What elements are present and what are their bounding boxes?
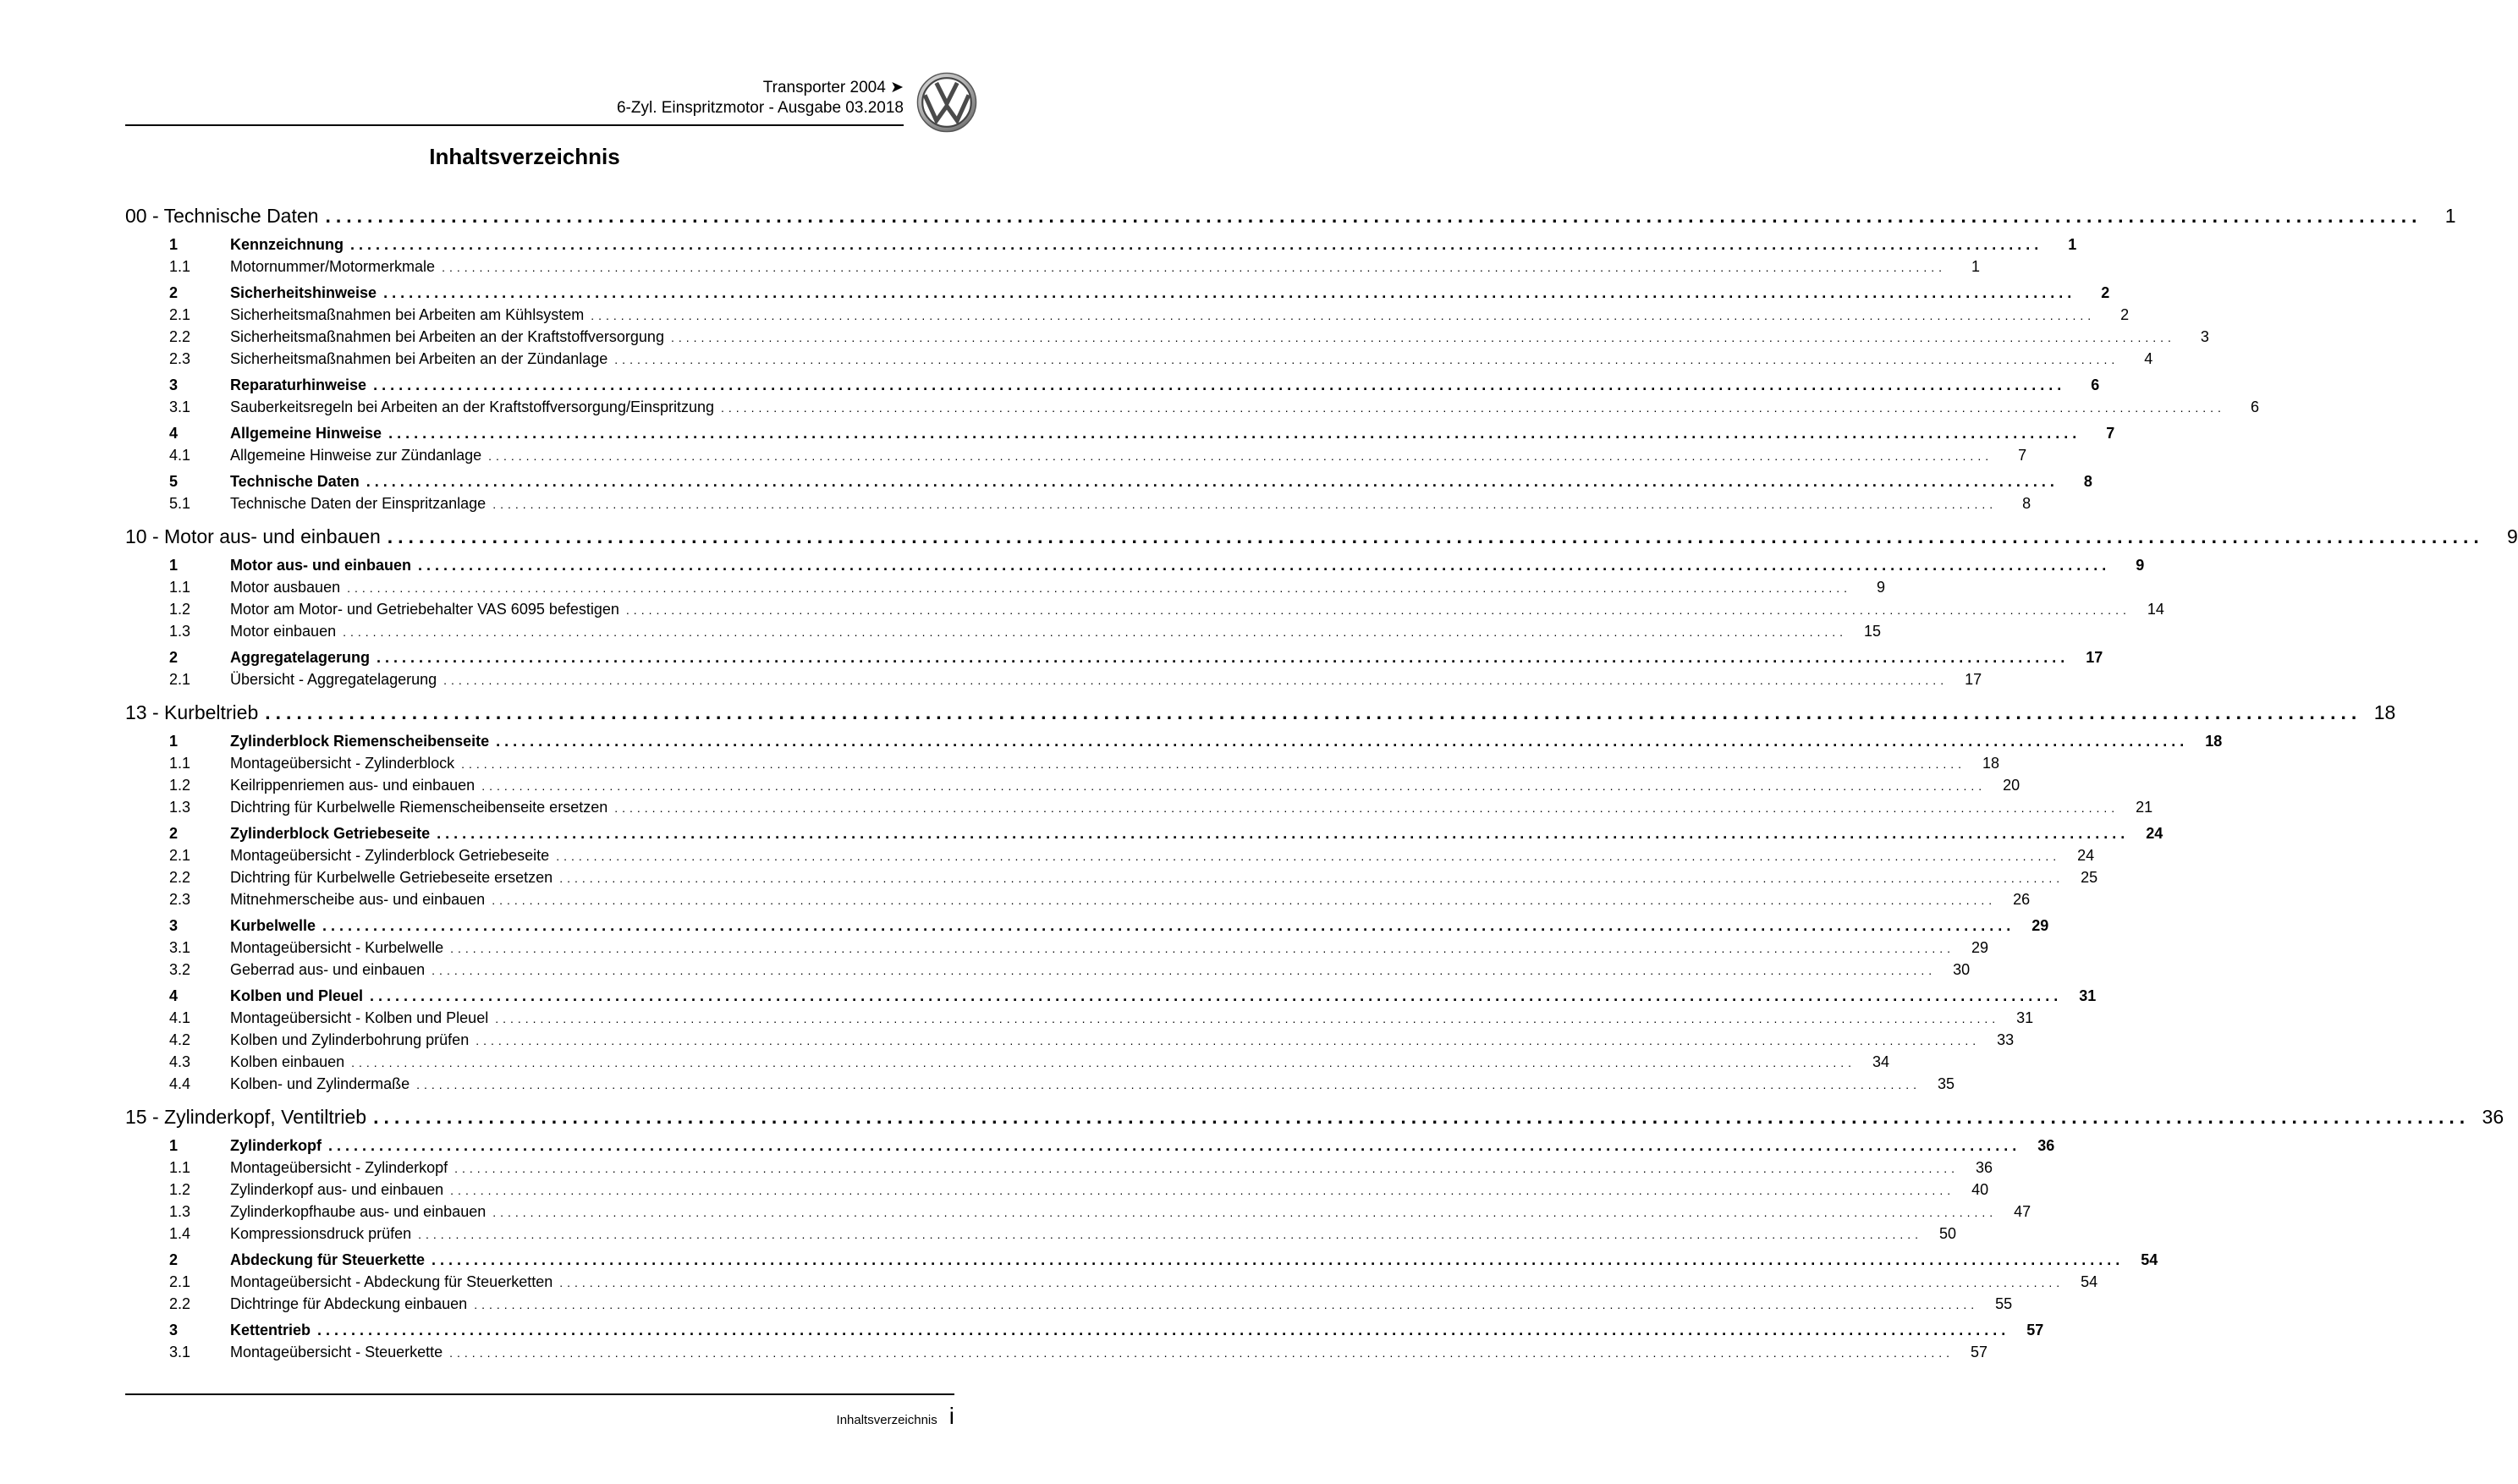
toc-entry-title: 13 - Kurbeltrieb: [125, 701, 259, 723]
toc-entry-title: Dichtringe für Abdeckung einbauen: [230, 1295, 468, 1312]
toc-sub-entry[interactable]: [125, 1053, 1890, 1075]
toc-entry-number: 3.1: [169, 939, 191, 956]
toc-entry-title: Allgemeine Hinweise: [230, 425, 382, 442]
toc-entry-number: 3.1: [169, 398, 191, 415]
toc-entry-title: Kurbelwelle: [230, 917, 316, 934]
toc-section-entry[interactable]: [125, 425, 2115, 447]
toc-entry-number: 2.1: [169, 306, 191, 323]
toc-sub-entry[interactable]: [125, 579, 1886, 601]
toc-entry-page: 2: [2120, 306, 2130, 323]
toc-dot-leader: ........................................................................................................................................................................................................: [591, 309, 2096, 322]
toc-entry-title: Reparaturhinweise: [230, 376, 367, 393]
document-header: [125, 78, 904, 118]
toc-entry-number: 3.1: [169, 1344, 191, 1360]
toc-entry-number: 1.1: [169, 1159, 191, 1176]
toc-dot-leader: ........................................................................................................................................................................................................: [670, 331, 2175, 344]
toc-entry-page: 3: [2200, 328, 2209, 345]
toc-entry-number: 2: [169, 284, 179, 301]
toc-entry-title: Kolben- und Zylindermaße: [230, 1075, 410, 1092]
toc-sub-entry[interactable]: [125, 623, 1882, 645]
toc-entry-number: 1: [169, 236, 179, 253]
toc-dot-leader: ........................................................................................................................................................................................................: [373, 1106, 2471, 1128]
toc-dot-leader: ........................................................................................................................................................................................................: [474, 1298, 1979, 1311]
toc-entry-page: 1: [1971, 258, 1980, 275]
toc-entry-title: Motornummer/Motormerkmale: [230, 258, 436, 275]
toc-entry-title: Sicherheitsmaßnahmen bei Arbeiten am Kühlsystem: [230, 306, 585, 323]
toc-dot-leader: ........................................................................................................................................................................................................: [432, 1251, 2125, 1268]
toc-sub-entry[interactable]: [125, 939, 1989, 961]
toc-entry-number: 4.4: [169, 1075, 191, 1092]
toc-entry-page: 36: [2482, 1106, 2504, 1128]
toc-dot-leader: ........................................................................................................................................................................................................: [366, 473, 2059, 490]
toc-sub-entry[interactable]: [125, 495, 2031, 517]
toc-entry-number: 2.2: [169, 1295, 191, 1312]
toc-dot-leader: ........................................................................................................................................................................................................: [377, 649, 2070, 666]
toc-entry-page: 17: [2086, 649, 2103, 666]
toc-dot-leader: ........................................................................................................................................................................................................: [481, 779, 1987, 793]
toc-entry-number: 3: [169, 376, 179, 393]
toc-entry-title: Zylinderblock Getriebeseite: [230, 825, 431, 842]
toc-entry-page: 9: [2136, 557, 2145, 574]
toc-entry-page: 50: [1939, 1225, 1957, 1242]
header-vehicle: Transporter 2004 ➤: [762, 79, 904, 96]
toc-sub-entry[interactable]: [125, 869, 2098, 891]
footer-page-number: i: [948, 1403, 954, 1429]
toc-entry-title: Montageübersicht - Steuerkette: [230, 1344, 443, 1360]
toc-entry-number: 1: [169, 733, 179, 750]
toc-sub-entry[interactable]: [125, 1344, 1988, 1366]
toc-entry-page: 29: [1971, 939, 1989, 956]
footer-section-label: Inhaltsverzeichnis: [836, 1413, 937, 1427]
table-of-contents: [125, 205, 2518, 1366]
toc-entry-page: 8: [2083, 473, 2092, 490]
toc-dot-leader: ........................................................................................................................................................................................................: [492, 893, 1997, 907]
toc-dot-leader: ........................................................................................................................................................................................................: [351, 1056, 1856, 1069]
toc-dot-leader: ........................................................................................................................................................................................................: [388, 425, 2081, 442]
toc-entry-number: 2.2: [169, 869, 191, 886]
toc-dot-leader: ........................................................................................................................................................................................................: [265, 701, 2362, 723]
toc-entry-title: 15 - Zylinderkopf, Ventiltrieb: [125, 1106, 367, 1128]
toc-section-entry[interactable]: [125, 284, 2110, 306]
toc-entry-number: 2.3: [169, 350, 191, 367]
toc-sub-entry[interactable]: [125, 1031, 2015, 1053]
toc-sub-entry[interactable]: [125, 328, 2209, 350]
toc-entry-number: 5: [169, 473, 179, 490]
toc-entry-number: 3.2: [169, 961, 191, 978]
toc-entry-page: 6: [2091, 376, 2100, 393]
toc-entry-title: Kolben einbauen: [230, 1053, 345, 1070]
toc-entry-page: 31: [2079, 987, 2097, 1004]
toc-entry-page: 24: [2077, 847, 2095, 864]
toc-entry-number: 3: [169, 917, 179, 934]
toc-sub-entry[interactable]: [125, 447, 2027, 469]
toc-dot-leader: ........................................................................................................................................................................................................: [370, 987, 2063, 1004]
toc-section-entry[interactable]: [125, 987, 2097, 1009]
toc-entry-title: Motor einbauen: [230, 623, 337, 640]
toc-dot-leader: ........................................................................................................................................................................................................: [556, 849, 2061, 863]
toc-entry-title: Geberrad aus- und einbauen: [230, 961, 426, 978]
vw-logo-icon: [916, 72, 977, 133]
toc-sub-entry[interactable]: [125, 1225, 1957, 1247]
toc-chapter-entry[interactable]: [125, 525, 2518, 552]
toc-entry-number: 1.2: [169, 777, 191, 794]
toc-dot-leader: ........................................................................................................................................................................................................: [387, 525, 2484, 547]
toc-dot-leader: ........................................................................................................................................................................................................: [492, 497, 1998, 511]
toc-entry-title: Allgemeine Hinweise zur Zündanlage: [230, 447, 482, 464]
toc-dot-leader: ........................................................................................................................................................................................................: [559, 1276, 2064, 1289]
toc-entry-title: Montageübersicht - Zylinderblock: [230, 755, 455, 772]
toc-section-entry[interactable]: [125, 1137, 2055, 1159]
toc-entry-number: 2.1: [169, 1273, 191, 1290]
toc-sub-entry[interactable]: [125, 1295, 2013, 1317]
toc-entry-title: Montageübersicht - Kurbelwelle: [230, 939, 444, 956]
toc-entry-title: Motor aus- und einbauen: [230, 557, 411, 574]
toc-entry-title: Technische Daten: [230, 473, 360, 490]
toc-section-entry[interactable]: [125, 557, 2145, 579]
toc-entry-page: 31: [2016, 1009, 2034, 1026]
toc-section-entry[interactable]: [125, 236, 2077, 258]
toc-dot-leader: ........................................................................................................................................................................................................: [322, 917, 2015, 934]
toc-dot-leader: ........................................................................................................................................................................................................: [383, 284, 2076, 301]
toc-entry-page: 7: [2018, 447, 2027, 464]
toc-entry-title: Technische Daten der Einspritzanlage: [230, 495, 487, 512]
toc-dot-leader: ........................................................................................................................................................................................................: [495, 1012, 2000, 1025]
toc-entry-page: 1: [2444, 205, 2456, 227]
toc-entry-title: Kettentrieb: [230, 1322, 311, 1338]
toc-entry-number: 2: [169, 825, 179, 842]
toc-entry-title: 00 - Technische Daten: [125, 205, 319, 227]
toc-entry-page: 25: [2081, 869, 2098, 886]
toc-entry-title: Zylinderkopf aus- und einbauen: [230, 1181, 444, 1198]
toc-entry-page: 15: [1864, 623, 1882, 640]
toc-entry-page: 9: [2507, 525, 2518, 547]
toc-sub-entry[interactable]: [125, 1009, 2034, 1031]
toc-dot-leader: ........................................................................................................................................................................................................: [559, 871, 2064, 885]
toc-entry-title: Motor am Motor- und Getriebehalter VAS 6095 befestigen: [230, 601, 619, 618]
toc-entry-page: 9: [1877, 579, 1886, 596]
toc-dot-leader: ........................................................................................................................................................................................................: [418, 1228, 1923, 1241]
toc-entry-number: 1.3: [169, 1203, 191, 1220]
toc-entry-number: 3: [169, 1322, 179, 1338]
toc-entry-number: 2: [169, 1251, 179, 1268]
toc-entry-title: Aggregatelagerung: [230, 649, 371, 666]
toc-entry-number: 2.2: [169, 328, 191, 345]
toc-dot-leader: ........................................................................................................................................................................................................: [350, 236, 2043, 253]
toc-chapter-entry[interactable]: [125, 701, 2396, 728]
toc-sub-entry[interactable]: [125, 1203, 2031, 1225]
toc-section-entry[interactable]: [125, 825, 2163, 847]
toc-entry-page: 47: [2014, 1203, 2031, 1220]
toc-entry-title: Keilrippenriemen aus- und einbauen: [230, 777, 476, 794]
toc-entry-page: 17: [1965, 671, 1982, 688]
toc-entry-title: Motor ausbauen: [230, 579, 341, 596]
toc-sub-entry[interactable]: [125, 799, 2153, 821]
toc-chapter-entry[interactable]: [125, 205, 2456, 232]
toc-entry-title: Übersicht - Aggregatelagerung: [230, 671, 437, 688]
toc-entry-page: 18: [1982, 755, 2000, 772]
toc-entry-number: 5.1: [169, 495, 191, 512]
toc-entry-page: 36: [2037, 1137, 2055, 1154]
toc-entry-title: Kolben und Zylinderbohrung prüfen: [230, 1031, 470, 1048]
toc-dot-leader: ........................................................................................................................................................................................................: [443, 673, 1949, 687]
toc-dot-leader: ........................................................................................................................................................................................................: [625, 603, 2130, 617]
toc-dot-leader: ........................................................................................................................................................................................................: [614, 801, 2119, 815]
toc-sub-entry[interactable]: [125, 1181, 1989, 1203]
toc-dot-leader: ........................................................................................................................................................................................................: [347, 581, 1852, 595]
toc-entry-page: 26: [2013, 891, 2031, 908]
toc-entry-number: 1.3: [169, 623, 191, 640]
toc-entry-title: 10 - Motor aus- und einbauen: [125, 525, 381, 547]
toc-sub-entry[interactable]: [125, 350, 2153, 372]
toc-section-entry[interactable]: [125, 1322, 2044, 1344]
toc-entry-title: Zylinderkopfhaube aus- und einbauen: [230, 1203, 487, 1220]
toc-dot-leader: ........................................................................................................................................................................................................: [721, 401, 2225, 415]
toc-entry-title: Montageübersicht - Zylinderkopf: [230, 1159, 448, 1176]
toc-section-entry[interactable]: [125, 649, 2103, 671]
toc-entry-title: Sicherheitshinweise: [230, 284, 377, 301]
toc-entry-title: Dichtring für Kurbelwelle Riemenscheibenseite ersetzen: [230, 799, 608, 816]
toc-dot-leader: ........................................................................................................................................................................................................: [496, 733, 2189, 750]
toc-sub-entry[interactable]: [125, 1273, 2098, 1295]
toc-dot-leader: ........................................................................................................................................................................................................: [416, 1078, 1921, 1091]
toc-dot-leader: ........................................................................................................................................................................................................: [432, 964, 1937, 977]
toc-sub-entry[interactable]: [125, 1159, 1993, 1181]
toc-entry-title: Sicherheitsmaßnahmen bei Arbeiten an der Kraftstoffversorgung: [230, 328, 664, 345]
toc-sub-entry[interactable]: [125, 601, 2164, 623]
toc-dot-leader: ........................................................................................................................................................................................................: [442, 261, 1946, 274]
toc-dot-leader: ........................................................................................................................................................................................................: [437, 825, 2130, 842]
toc-entry-number: 4.2: [169, 1031, 191, 1048]
toc-entry-number: 2.1: [169, 671, 191, 688]
toc-dot-leader: ........................................................................................................................................................................................................: [450, 1184, 1955, 1197]
toc-entry-page: 33: [1997, 1031, 2015, 1048]
toc-dot-leader: ........................................................................................................................................................................................................: [328, 1137, 2021, 1154]
toc-dot-leader: ........................................................................................................................................................................................................: [454, 1162, 1960, 1175]
toc-entry-page: 8: [2022, 495, 2031, 512]
toc-dot-leader: ........................................................................................................................................................................................................: [492, 1206, 1998, 1219]
toc-entry-number: 4.3: [169, 1053, 191, 1070]
toc-section-entry[interactable]: [125, 1251, 2158, 1273]
toc-sub-entry[interactable]: [125, 1075, 1955, 1097]
toc-entry-number: 1.1: [169, 579, 191, 596]
toc-entry-number: 1.4: [169, 1225, 191, 1242]
toc-entry-number: 1.1: [169, 755, 191, 772]
toc-entry-page: 34: [1872, 1053, 1890, 1070]
toc-entry-title: Abdeckung für Steuerkette: [230, 1251, 426, 1268]
toc-entry-title: Montageübersicht - Zylinderblock Getriebeseite: [230, 847, 550, 864]
toc-entry-number: 2.1: [169, 847, 191, 864]
toc-section-entry[interactable]: [125, 376, 2100, 398]
toc-chapter-entry[interactable]: [125, 1106, 2504, 1133]
toc-entry-page: 57: [1971, 1344, 1988, 1360]
toc-entry-number: 1: [169, 1137, 179, 1154]
toc-sub-entry[interactable]: [125, 777, 2020, 799]
toc-dot-leader: ........................................................................................................................................................................................................: [317, 1322, 2010, 1338]
toc-dot-leader: ........................................................................................................................................................................................................: [476, 1034, 1981, 1047]
toc-entry-page: 35: [1938, 1075, 1955, 1092]
toc-entry-number: 1.2: [169, 1181, 191, 1198]
toc-dot-leader: ........................................................................................................................................................................................................: [450, 942, 1955, 955]
toc-entry-page: 57: [2026, 1322, 2044, 1338]
header-engine-edition: 6-Zyl. Einspritzmotor - Ausgabe 03.2018: [616, 99, 904, 117]
toc-entry-number: 1: [169, 557, 179, 574]
toc-entry-page: 36: [1976, 1159, 1993, 1176]
toc-entry-page: 30: [1953, 961, 1971, 978]
toc-sub-entry[interactable]: [125, 755, 2000, 777]
toc-entry-number: 4: [169, 425, 179, 442]
toc-entry-number: 2: [169, 649, 179, 666]
toc-sub-entry[interactable]: [125, 398, 2259, 420]
page-title: Inhaltsverzeichnis: [429, 144, 620, 169]
toc-dot-leader: ........................................................................................................................................................................................................: [325, 205, 2422, 227]
toc-dot-leader: ........................................................................................................................................................................................................: [488, 449, 1993, 463]
toc-section-entry[interactable]: [125, 473, 2092, 495]
toc-sub-entry[interactable]: [125, 258, 1980, 280]
toc-entry-number: 1.1: [169, 258, 191, 275]
toc-sub-entry[interactable]: [125, 671, 1982, 693]
toc-entry-page: 21: [2136, 799, 2153, 816]
toc-sub-entry[interactable]: [125, 891, 2031, 913]
toc-entry-title: Kompressionsdruck prüfen: [230, 1225, 412, 1242]
toc-entry-page: 29: [2031, 917, 2049, 934]
toc-entry-number: 1.3: [169, 799, 191, 816]
toc-sub-entry[interactable]: [125, 306, 2130, 328]
toc-entry-number: 4: [169, 987, 179, 1004]
toc-entry-title: Kennzeichnung: [230, 236, 344, 253]
toc-entry-page: 18: [2205, 733, 2223, 750]
toc-entry-number: 1.2: [169, 601, 191, 618]
toc-entry-page: 55: [1995, 1295, 2013, 1312]
toc-entry-title: Kolben und Pleuel: [230, 987, 364, 1004]
toc-entry-page: 20: [2003, 777, 2020, 794]
toc-entry-page: 14: [2147, 601, 2164, 618]
toc-entry-page: 18: [2373, 701, 2396, 723]
toc-dot-leader: ........................................................................................................................................................................................................: [418, 557, 2111, 574]
toc-sub-entry[interactable]: [125, 961, 1971, 983]
toc-sub-entry[interactable]: [125, 847, 2095, 869]
toc-entry-title: Sicherheitsmaßnahmen bei Arbeiten an der Zündanlage: [230, 350, 608, 367]
toc-dot-leader: ........................................................................................................................................................................................................: [614, 353, 2119, 366]
toc-dot-leader: ........................................................................................................................................................................................................: [461, 757, 1966, 771]
toc-entry-page: 6: [2250, 398, 2259, 415]
toc-entry-page: 2: [2101, 284, 2110, 301]
document-footer: [125, 1403, 954, 1430]
toc-entry-page: 7: [2106, 425, 2115, 442]
toc-entry-title: Sauberkeitsregeln bei Arbeiten an der Kraftstoffversorgung/Einspritzung: [230, 398, 715, 415]
toc-entry-page: 1: [2068, 236, 2077, 253]
toc-dot-leader: ........................................................................................................................................................................................................: [373, 376, 2066, 393]
header-rule: [125, 124, 904, 126]
toc-section-entry[interactable]: [125, 917, 2049, 939]
footer-rule: [125, 1393, 954, 1395]
toc-entry-title: Zylinderkopf: [230, 1137, 322, 1154]
toc-entry-page: 54: [2141, 1251, 2158, 1268]
toc-entry-page: 4: [2144, 350, 2153, 367]
toc-section-entry[interactable]: [125, 733, 2223, 755]
toc-entry-title: Montageübersicht - Kolben und Pleuel: [230, 1009, 489, 1026]
toc-entry-title: Montageübersicht - Abdeckung für Steuerketten: [230, 1273, 553, 1290]
toc-entry-title: Mitnehmerscheibe aus- und einbauen: [230, 891, 486, 908]
toc-entry-number: 2.3: [169, 891, 191, 908]
toc-entry-number: 4.1: [169, 447, 191, 464]
toc-dot-leader: ........................................................................................................................................................................................................: [343, 625, 1848, 639]
toc-dot-leader: ........................................................................................................................................................................................................: [449, 1346, 1954, 1360]
toc-entry-number: 4.1: [169, 1009, 191, 1026]
toc-entry-title: Zylinderblock Riemenscheibenseite: [230, 733, 490, 750]
toc-entry-page: 24: [2146, 825, 2163, 842]
toc-entry-title: Dichtring für Kurbelwelle Getriebeseite ersetzen: [230, 869, 553, 886]
toc-entry-page: 54: [2081, 1273, 2098, 1290]
toc-entry-page: 40: [1971, 1181, 1989, 1198]
